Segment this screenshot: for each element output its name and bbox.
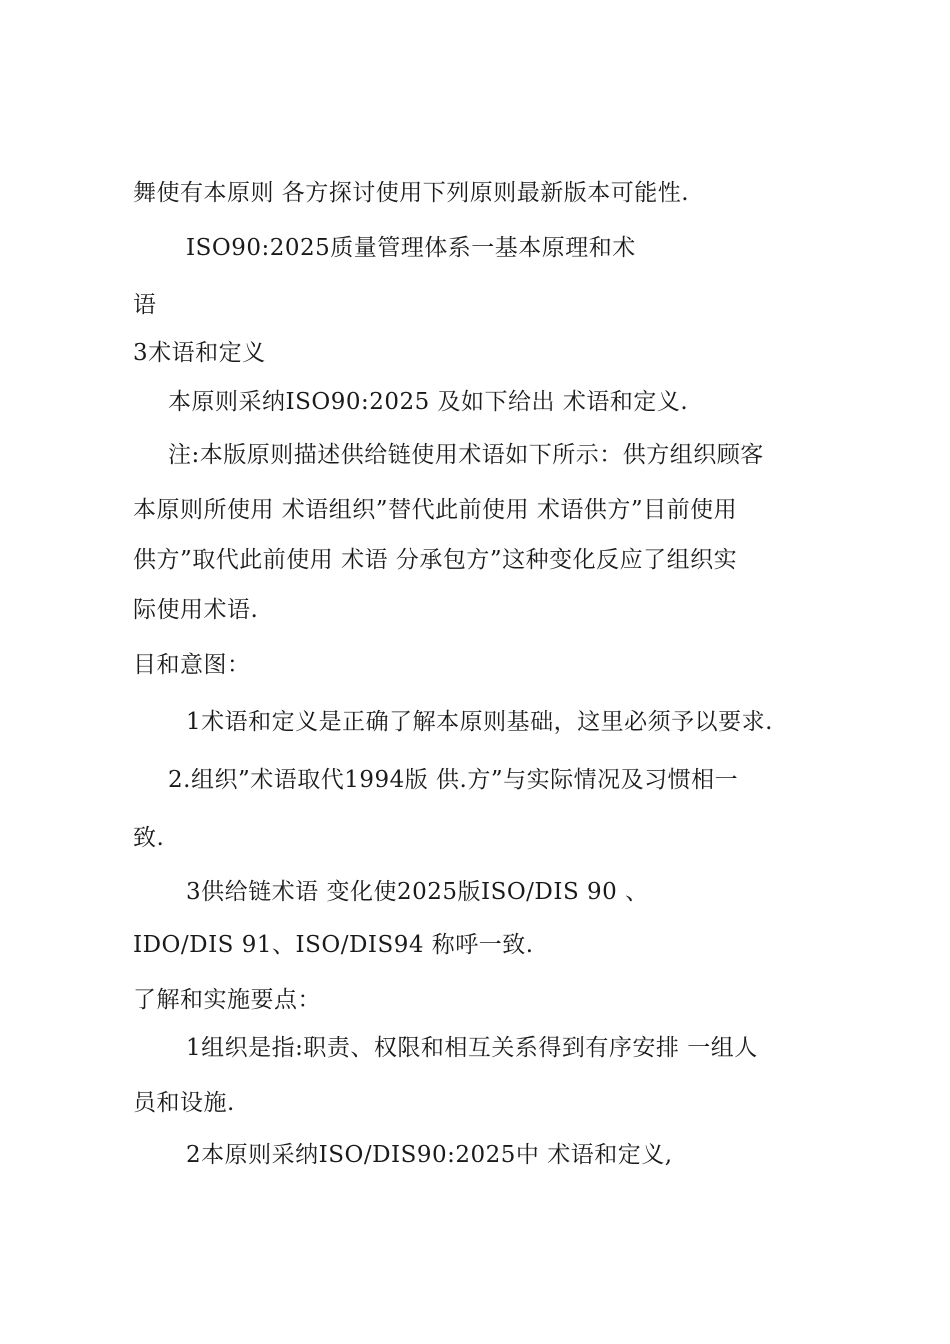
text-line-19: 2本原则采纳ISO/DIS90:2025中 术语和定义, xyxy=(186,1142,673,1168)
text-line-3: 语 xyxy=(133,292,157,318)
text-line-5: 本原则采纳ISO90:2025 及如下给出 术语和定义. xyxy=(168,389,689,415)
text-line-6: 注:本版原则描述供给链使用术语如下所示：供方组织顾客 xyxy=(168,442,764,468)
text-line-1: 舞使有本原则 各方探讨使用下列原则最新版本可能性. xyxy=(133,180,690,206)
text-line-7: 本原则所使用 术语组织”替代此前使用 术语供方”目前使用 xyxy=(133,497,738,523)
section-heading-key-points: 了解和实施要点： xyxy=(133,987,321,1013)
text-line-18: 员和设施. xyxy=(133,1090,235,1116)
text-line-13: 致. xyxy=(133,825,165,851)
text-line-15: IDO/DIS 91、ISO/DIS94 称呼一致. xyxy=(133,932,534,958)
text-line-14: 3供给链术语 变化使2025版ISO/DIS 90 、 xyxy=(186,879,649,905)
text-line-9: 际使用术语. xyxy=(133,597,259,623)
text-line-17: 1组织是指:职责、权限和相互关系得到有序安排 一组人 xyxy=(186,1035,758,1061)
section-heading-purpose: 目和意图： xyxy=(133,652,251,678)
text-line-11: 1术语和定义是正确了解本原则基础，这里必须予以要求. xyxy=(186,709,773,735)
text-line-8: 供方”取代此前使用 术语 分承包方”这种变化反应了组织实 xyxy=(133,547,738,573)
text-line-2: ISO90:2025质量管理体系一基本原理和术 xyxy=(186,235,636,261)
text-line-12: 2.组织”术语取代1994版 供.方”与实际情况及习惯相一 xyxy=(168,767,739,793)
section-heading-terms: 3术语和定义 xyxy=(133,340,266,366)
